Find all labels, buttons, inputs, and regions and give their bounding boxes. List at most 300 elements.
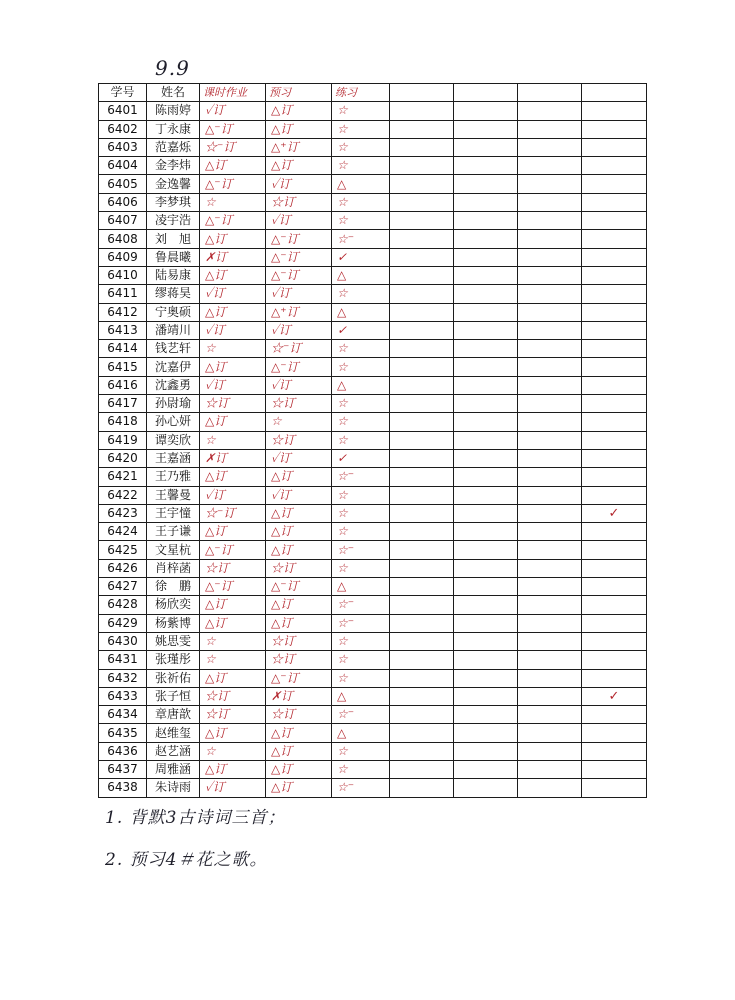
blank-cell <box>518 596 582 614</box>
practice-mark: ☆ <box>332 742 390 760</box>
student-name-cell: 王馨曼 <box>147 486 200 504</box>
student-name-cell: 文星杭 <box>147 541 200 559</box>
preview-mark: △⁻订 <box>266 230 332 248</box>
blank-cell <box>518 651 582 669</box>
student-name-cell: 肖梓菡 <box>147 559 200 577</box>
blank-cell <box>454 120 518 138</box>
extra-mark-cell <box>582 358 647 376</box>
preview-mark: ☆订 <box>266 632 332 650</box>
practice-mark: ✓ <box>332 449 390 467</box>
header-classwork: 课时作业 <box>200 84 266 102</box>
practice-mark: ☆ <box>332 212 390 230</box>
blank-cell <box>454 230 518 248</box>
extra-mark-cell <box>582 266 647 284</box>
extra-mark-cell <box>582 632 647 650</box>
classwork-mark: ✓订 <box>200 285 266 303</box>
blank-cell <box>390 102 454 120</box>
student-id-cell: 6408 <box>99 230 147 248</box>
student-name-cell: 张祈佑 <box>147 669 200 687</box>
blank-cell <box>454 687 518 705</box>
classwork-mark: ☆订 <box>200 559 266 577</box>
blank-cell <box>454 449 518 467</box>
table-row <box>99 706 647 724</box>
header-blank <box>390 84 454 102</box>
table-row <box>99 395 647 413</box>
blank-cell <box>454 760 518 778</box>
blank-cell <box>390 651 454 669</box>
blank-cell <box>518 578 582 596</box>
preview-mark: ☆⁻订 <box>266 340 332 358</box>
homework-note-2: 2. 预习4＃花之歌。 <box>105 850 268 870</box>
student-id-cell: 6415 <box>99 358 147 376</box>
table-row <box>99 724 647 742</box>
student-id-cell: 6419 <box>99 431 147 449</box>
blank-cell <box>518 340 582 358</box>
practice-mark: ☆ <box>332 523 390 541</box>
student-name-cell: 王子谦 <box>147 523 200 541</box>
extra-mark-cell <box>582 376 647 394</box>
practice-mark: △ <box>332 578 390 596</box>
student-id-cell: 6414 <box>99 340 147 358</box>
classwork-mark: △订 <box>200 724 266 742</box>
student-id-cell: 6428 <box>99 596 147 614</box>
extra-mark-cell <box>582 193 647 211</box>
preview-mark: △⁻订 <box>266 669 332 687</box>
student-id-cell: 6413 <box>99 321 147 339</box>
student-id-cell: 6434 <box>99 706 147 724</box>
preview-mark: △订 <box>266 541 332 559</box>
preview-mark: △订 <box>266 102 332 120</box>
student-id-cell: 6432 <box>99 669 147 687</box>
practice-mark: ☆ <box>332 285 390 303</box>
practice-mark: △ <box>332 687 390 705</box>
blank-cell <box>454 395 518 413</box>
student-name-cell: 潘靖川 <box>147 321 200 339</box>
blank-cell <box>518 779 582 797</box>
classwork-mark: △订 <box>200 303 266 321</box>
student-name-cell: 沈鑫勇 <box>147 376 200 394</box>
classwork-mark: △订 <box>200 669 266 687</box>
student-id-cell: 6405 <box>99 175 147 193</box>
blank-cell <box>518 523 582 541</box>
student-id-cell: 6403 <box>99 138 147 156</box>
blank-cell <box>518 285 582 303</box>
preview-mark: ✓订 <box>266 212 332 230</box>
student-id-cell: 6417 <box>99 395 147 413</box>
classwork-mark: △⁻订 <box>200 212 266 230</box>
blank-cell <box>518 303 582 321</box>
practice-mark: ☆⁻ <box>332 706 390 724</box>
blank-cell <box>390 431 454 449</box>
practice-mark: ☆ <box>332 358 390 376</box>
blank-cell <box>518 376 582 394</box>
blank-cell <box>454 248 518 266</box>
preview-mark: △订 <box>266 523 332 541</box>
classwork-mark: ☆ <box>200 193 266 211</box>
student-name-cell: 赵维玺 <box>147 724 200 742</box>
blank-cell <box>390 321 454 339</box>
student-name-cell: 王宇憧 <box>147 504 200 522</box>
header-preview: 预习 <box>266 84 332 102</box>
blank-cell <box>518 449 582 467</box>
preview-mark: ☆ <box>266 413 332 431</box>
blank-cell <box>518 102 582 120</box>
student-name-cell: 周雅涵 <box>147 760 200 778</box>
classwork-mark: ✓订 <box>200 779 266 797</box>
classwork-mark: △⁻订 <box>200 578 266 596</box>
date-label: 9.9 <box>155 56 190 80</box>
extra-mark-cell <box>582 138 647 156</box>
extra-mark-cell <box>582 102 647 120</box>
extra-mark-cell <box>582 303 647 321</box>
blank-cell <box>454 321 518 339</box>
practice-mark: △ <box>332 724 390 742</box>
table-row <box>99 230 647 248</box>
blank-cell <box>390 413 454 431</box>
student-id-cell: 6404 <box>99 157 147 175</box>
classwork-mark: ☆⁻订 <box>200 138 266 156</box>
blank-cell <box>454 285 518 303</box>
table-row <box>99 669 647 687</box>
practice-mark: △ <box>332 266 390 284</box>
table-row <box>99 340 647 358</box>
header-blank <box>582 84 647 102</box>
table-row <box>99 175 647 193</box>
student-name-cell: 钱艺轩 <box>147 340 200 358</box>
header-row <box>99 84 647 102</box>
blank-cell <box>390 248 454 266</box>
blank-cell <box>518 468 582 486</box>
extra-mark-cell <box>582 760 647 778</box>
extra-mark-cell <box>582 541 647 559</box>
blank-cell <box>390 468 454 486</box>
classwork-mark: ☆⁻订 <box>200 504 266 522</box>
blank-cell <box>454 431 518 449</box>
header-practice: 练习 <box>332 84 390 102</box>
practice-mark: ☆⁻ <box>332 614 390 632</box>
table-row <box>99 742 647 760</box>
blank-cell <box>390 230 454 248</box>
table-row <box>99 578 647 596</box>
student-name-cell: 孙心妍 <box>147 413 200 431</box>
blank-cell <box>518 157 582 175</box>
blank-cell <box>518 559 582 577</box>
practice-mark: ☆⁻ <box>332 230 390 248</box>
practice-mark: ☆ <box>332 340 390 358</box>
blank-cell <box>390 212 454 230</box>
blank-cell <box>454 486 518 504</box>
table-row <box>99 303 647 321</box>
classwork-mark: ☆订 <box>200 706 266 724</box>
student-name-cell: 徐 鹏 <box>147 578 200 596</box>
blank-cell <box>390 724 454 742</box>
blank-cell <box>518 687 582 705</box>
blank-cell <box>390 559 454 577</box>
blank-cell <box>390 120 454 138</box>
student-name-cell: 鲁晨曦 <box>147 248 200 266</box>
blank-cell <box>518 669 582 687</box>
student-name-cell: 章唐歆 <box>147 706 200 724</box>
blank-cell <box>454 102 518 120</box>
blank-cell <box>390 541 454 559</box>
blank-cell <box>518 212 582 230</box>
student-name-cell: 杨紫博 <box>147 614 200 632</box>
table-row <box>99 120 647 138</box>
preview-mark: △订 <box>266 779 332 797</box>
classwork-mark: ✓订 <box>200 102 266 120</box>
classwork-mark: △⁻订 <box>200 175 266 193</box>
extra-mark-cell <box>582 248 647 266</box>
preview-mark: △⁻订 <box>266 578 332 596</box>
extra-mark-cell <box>582 742 647 760</box>
extra-mark-cell <box>582 486 647 504</box>
practice-mark: ✓ <box>332 248 390 266</box>
preview-mark: ✓订 <box>266 321 332 339</box>
classwork-mark: △订 <box>200 157 266 175</box>
blank-cell <box>390 760 454 778</box>
blank-cell <box>518 706 582 724</box>
student-id-cell: 6423 <box>99 504 147 522</box>
blank-cell <box>390 266 454 284</box>
extra-mark-cell <box>582 449 647 467</box>
blank-cell <box>390 376 454 394</box>
preview-mark: ☆订 <box>266 559 332 577</box>
extra-mark-cell <box>582 468 647 486</box>
preview-mark: ☆订 <box>266 706 332 724</box>
blank-cell <box>454 651 518 669</box>
blank-cell <box>390 303 454 321</box>
blank-cell <box>518 230 582 248</box>
blank-cell <box>390 486 454 504</box>
blank-cell <box>454 578 518 596</box>
preview-mark: ☆订 <box>266 651 332 669</box>
table-row <box>99 504 647 522</box>
header-student-id: 学号 <box>99 84 147 102</box>
classwork-mark: △订 <box>200 614 266 632</box>
table-row <box>99 212 647 230</box>
blank-cell <box>518 614 582 632</box>
blank-cell <box>518 248 582 266</box>
classwork-mark: ✗订 <box>200 449 266 467</box>
classwork-mark: ✗订 <box>200 248 266 266</box>
student-id-cell: 6427 <box>99 578 147 596</box>
blank-cell <box>390 449 454 467</box>
student-name-cell: 谭奕欣 <box>147 431 200 449</box>
blank-cell <box>454 669 518 687</box>
blank-cell <box>454 376 518 394</box>
classwork-mark: ✓订 <box>200 376 266 394</box>
blank-cell <box>454 523 518 541</box>
student-name-cell: 孙尉瑜 <box>147 395 200 413</box>
blank-cell <box>518 486 582 504</box>
student-name-cell: 丁永康 <box>147 120 200 138</box>
classwork-mark: ✓订 <box>200 486 266 504</box>
table-row <box>99 413 647 431</box>
table-row <box>99 651 647 669</box>
blank-cell <box>518 504 582 522</box>
table-row <box>99 193 647 211</box>
blank-cell <box>454 632 518 650</box>
blank-cell <box>390 340 454 358</box>
classwork-mark: △订 <box>200 596 266 614</box>
classwork-mark: ☆ <box>200 742 266 760</box>
blank-cell <box>518 358 582 376</box>
table-row <box>99 559 647 577</box>
table-row <box>99 248 647 266</box>
preview-mark: △⁻订 <box>266 266 332 284</box>
classwork-mark: △订 <box>200 230 266 248</box>
blank-cell <box>518 431 582 449</box>
student-name-cell: 范嘉烁 <box>147 138 200 156</box>
blank-cell <box>454 413 518 431</box>
practice-mark: ☆ <box>332 102 390 120</box>
extra-mark-cell <box>582 651 647 669</box>
preview-mark: △订 <box>266 157 332 175</box>
student-id-cell: 6420 <box>99 449 147 467</box>
blank-cell <box>390 706 454 724</box>
student-id-cell: 6429 <box>99 614 147 632</box>
student-id-cell: 6416 <box>99 376 147 394</box>
blank-cell <box>518 120 582 138</box>
preview-mark: ☆订 <box>266 395 332 413</box>
blank-cell <box>390 523 454 541</box>
student-id-cell: 6418 <box>99 413 147 431</box>
blank-cell <box>390 504 454 522</box>
blank-cell <box>390 779 454 797</box>
blank-cell <box>454 212 518 230</box>
blank-cell <box>454 596 518 614</box>
extra-mark-cell <box>582 596 647 614</box>
blank-cell <box>518 138 582 156</box>
classwork-mark: ☆订 <box>200 687 266 705</box>
blank-cell <box>518 760 582 778</box>
student-id-cell: 6426 <box>99 559 147 577</box>
table-row <box>99 431 647 449</box>
student-name-cell: 缪蒋昊 <box>147 285 200 303</box>
table-row <box>99 285 647 303</box>
blank-cell <box>518 632 582 650</box>
practice-mark: ☆⁻ <box>332 596 390 614</box>
student-name-cell: 王嘉涵 <box>147 449 200 467</box>
blank-cell <box>454 138 518 156</box>
preview-mark: ☆订 <box>266 193 332 211</box>
blank-cell <box>454 468 518 486</box>
practice-mark: ☆⁻ <box>332 541 390 559</box>
roster-table <box>98 83 647 798</box>
extra-mark-cell <box>582 669 647 687</box>
student-name-cell: 刘 旭 <box>147 230 200 248</box>
practice-mark: ☆ <box>332 120 390 138</box>
blank-cell <box>454 724 518 742</box>
table-row <box>99 358 647 376</box>
student-id-cell: 6421 <box>99 468 147 486</box>
extra-mark-cell <box>582 321 647 339</box>
extra-mark-cell <box>582 175 647 193</box>
student-name-cell: 姚思雯 <box>147 632 200 650</box>
classwork-mark: ☆订 <box>200 395 266 413</box>
preview-mark: △⁺订 <box>266 138 332 156</box>
student-name-cell: 朱诗雨 <box>147 779 200 797</box>
blank-cell <box>518 395 582 413</box>
blank-cell <box>454 706 518 724</box>
student-id-cell: 6438 <box>99 779 147 797</box>
blank-cell <box>518 175 582 193</box>
student-id-cell: 6409 <box>99 248 147 266</box>
blank-cell <box>454 266 518 284</box>
preview-mark: △订 <box>266 742 332 760</box>
blank-cell <box>454 358 518 376</box>
roster-sheet <box>98 83 646 795</box>
student-id-cell: 6402 <box>99 120 147 138</box>
student-name-cell: 金李炜 <box>147 157 200 175</box>
extra-mark-cell <box>582 212 647 230</box>
blank-cell <box>454 193 518 211</box>
table-row <box>99 614 647 632</box>
practice-mark: △ <box>332 303 390 321</box>
blank-cell <box>390 669 454 687</box>
blank-cell <box>518 321 582 339</box>
blank-cell <box>454 541 518 559</box>
blank-cell <box>390 157 454 175</box>
extra-mark-cell <box>582 724 647 742</box>
student-id-cell: 6437 <box>99 760 147 778</box>
preview-mark: ✓订 <box>266 285 332 303</box>
blank-cell <box>390 742 454 760</box>
student-id-cell: 6431 <box>99 651 147 669</box>
practice-mark: ☆ <box>332 193 390 211</box>
table-row <box>99 266 647 284</box>
classwork-mark: ☆ <box>200 431 266 449</box>
student-id-cell: 6406 <box>99 193 147 211</box>
student-id-cell: 6407 <box>99 212 147 230</box>
practice-mark: ☆ <box>332 504 390 522</box>
preview-mark: ✓订 <box>266 175 332 193</box>
practice-mark: ☆ <box>332 760 390 778</box>
classwork-mark: △订 <box>200 266 266 284</box>
extra-mark-cell <box>582 431 647 449</box>
header-name: 姓名 <box>147 84 200 102</box>
practice-mark: ☆⁻ <box>332 779 390 797</box>
table-row <box>99 523 647 541</box>
blank-cell <box>454 303 518 321</box>
practice-mark: ☆⁻ <box>332 468 390 486</box>
roster-body <box>99 102 647 797</box>
classwork-mark: ☆ <box>200 651 266 669</box>
blank-cell <box>390 358 454 376</box>
blank-cell <box>454 614 518 632</box>
blank-cell <box>390 395 454 413</box>
table-row <box>99 157 647 175</box>
header-blank <box>518 84 582 102</box>
preview-mark: ✓订 <box>266 376 332 394</box>
student-id-cell: 6435 <box>99 724 147 742</box>
classwork-mark: ☆ <box>200 340 266 358</box>
table-row <box>99 376 647 394</box>
extra-mark-cell <box>582 230 647 248</box>
table-row <box>99 687 647 705</box>
blank-cell <box>454 742 518 760</box>
student-id-cell: 6424 <box>99 523 147 541</box>
table-row <box>99 468 647 486</box>
student-name-cell: 陈雨婷 <box>147 102 200 120</box>
preview-mark: △订 <box>266 724 332 742</box>
practice-mark: ☆ <box>332 559 390 577</box>
preview-mark: ☆订 <box>266 431 332 449</box>
blank-cell <box>518 541 582 559</box>
practice-mark: ☆ <box>332 486 390 504</box>
practice-mark: △ <box>332 376 390 394</box>
blank-cell <box>390 193 454 211</box>
